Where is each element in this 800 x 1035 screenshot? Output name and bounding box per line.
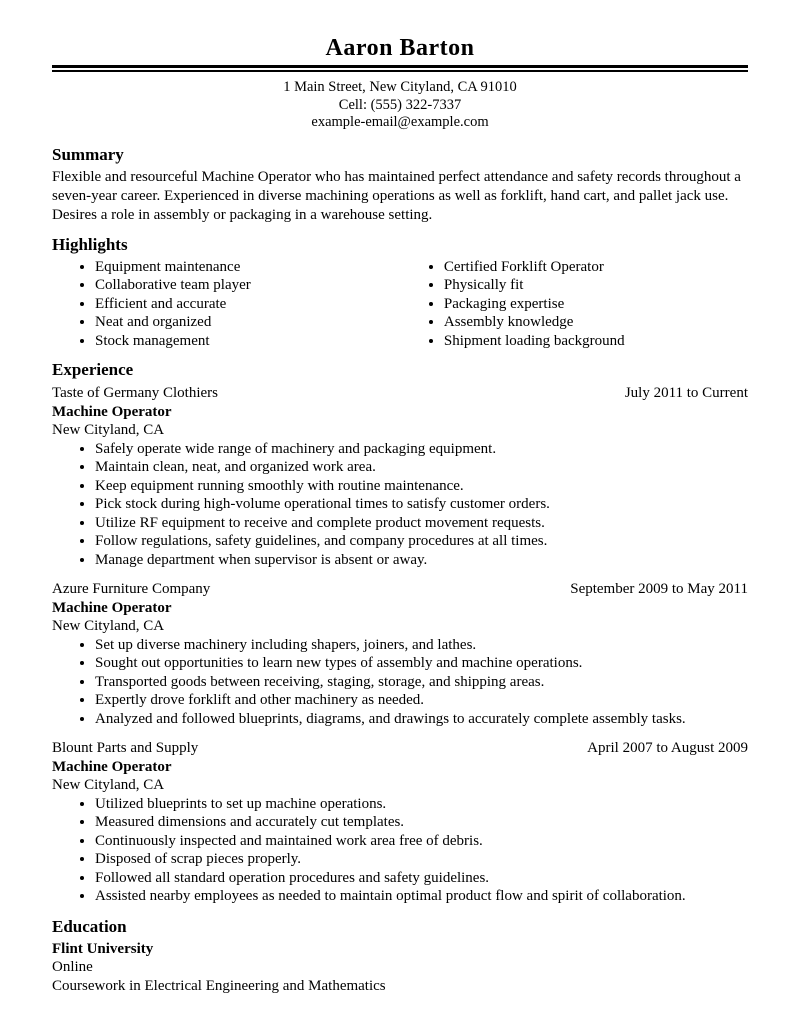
job-bullet-list <box>52 795 748 906</box>
highlights-columns <box>52 258 748 351</box>
job-title: Machine Operator <box>52 758 172 775</box>
job-bullet-list <box>52 636 748 729</box>
job-location: New Cityland, CA <box>52 422 165 438</box>
job-company: Azure Furniture Company <box>52 581 211 597</box>
job-bullet: • Set up diverse machinery including shapers, joiners, and lathes. <box>95 636 748 655</box>
education-coursework: Coursework in Electrical Engineering and Mathematics <box>52 977 386 994</box>
job-bullet: • Expertly drove forklift and other machinery as needed. <box>95 691 748 710</box>
contact-email: example-email@example.com <box>311 114 489 130</box>
experience-section <box>52 360 748 906</box>
job-bullet: • Measured dimensions and accurately cut templates. <box>95 813 748 832</box>
job-header-row <box>52 384 748 403</box>
highlight-item: • Efficient and accurate <box>95 295 421 314</box>
highlight-item: • Collaborative team player <box>95 276 421 295</box>
job-bullet: • Disposed of scrap pieces properly. <box>95 850 748 869</box>
highlight-item: • Certified Forklift Operator <box>444 258 748 277</box>
experience-heading: Experience <box>52 360 134 379</box>
job-entry <box>52 384 748 569</box>
job-bullet: • Analyzed and followed blueprints, diagrams, and drawings to accurately complete assembly tasks. <box>95 710 748 729</box>
job-bullet: • Continuously inspected and maintained work area free of debris. <box>95 832 748 851</box>
highlight-item: • Neat and organized <box>95 313 421 332</box>
highlights-heading: Highlights <box>52 234 128 254</box>
job-title: Machine Operator <box>52 599 172 616</box>
job-company: Taste of Germany Clothiers <box>52 385 218 401</box>
job-bullet: • Sought out opportunities to learn new types of assembly and machine operations. <box>95 654 748 673</box>
job-header-row <box>52 739 748 758</box>
highlights-right-column <box>421 258 748 351</box>
job-dates: April 2007 to August 2009 <box>587 740 748 756</box>
education-heading: Education <box>52 916 127 936</box>
job-bullet: • Pick stock during high-volume operational times to satisfy customer orders. <box>95 495 748 514</box>
highlight-item: • Equipment maintenance <box>95 258 421 277</box>
job-entry <box>52 739 748 906</box>
highlights-left-column <box>52 258 421 351</box>
education-school: Flint University <box>52 940 154 957</box>
header-divider <box>52 65 748 72</box>
job-bullet: • Safely operate wide range of machinery and packaging equipment. <box>95 440 748 459</box>
job-dates: July 2011 to Current <box>624 385 748 401</box>
job-location: New Cityland, CA <box>52 618 165 634</box>
job-bullet: • Transported goods between receiving, staging, storage, and shipping areas. <box>95 673 748 692</box>
education-section <box>52 917 748 996</box>
job-bullet: • Assisted nearby employees as needed to maintain optimal product flow and spirit of collaboration. <box>95 887 748 906</box>
summary-section <box>52 145 748 225</box>
job-bullet: • Maintain clean, neat, and organized work area. <box>95 458 748 477</box>
job-bullet-list <box>52 440 748 570</box>
summary-heading: Summary <box>52 144 124 164</box>
highlight-item: • Physically fit <box>444 276 748 295</box>
highlight-item: • Stock management <box>95 332 421 351</box>
education-mode: Online <box>52 959 93 975</box>
job-dates: September 2009 to May 2011 <box>570 581 748 597</box>
contact-phone: Cell: (555) 322-7337 <box>338 96 462 113</box>
highlight-item: • Packaging expertise <box>444 295 748 314</box>
contact-block <box>52 79 748 132</box>
job-entry <box>52 580 748 728</box>
job-bullet: • Keep equipment running smoothly with routine maintenance. <box>95 477 748 496</box>
resume-header <box>52 34 748 132</box>
job-bullet: • Utilized blueprints to set up machine operations. <box>95 795 748 814</box>
job-location: New Cityland, CA <box>52 777 165 793</box>
job-bullet: • Manage department when supervisor is absent or away. <box>95 551 748 570</box>
job-title: Machine Operator <box>52 403 172 420</box>
contact-address: 1 Main Street, New Cityland, CA 91010 <box>283 79 517 95</box>
highlight-item: • Assembly knowledge <box>444 313 748 332</box>
resume-name: Aaron Barton <box>325 35 475 61</box>
highlight-item: • Shipment loading background <box>444 332 748 351</box>
job-header-row <box>52 580 748 599</box>
job-company: Blount Parts and Supply <box>52 740 199 756</box>
divider-thin-line <box>52 70 748 72</box>
job-bullet: • Followed all standard operation procedures and safety guidelines. <box>95 869 748 888</box>
summary-text: Flexible and resourceful Machine Operator who has maintained perfect attendance and safety records throughout a seven-year career. Experienced in diverse machining operations as well as forklift, hand cart, and pallet jack use. Desires a role in assembly or packaging in a warehouse setting. <box>52 168 741 223</box>
highlights-section <box>52 235 748 351</box>
job-bullet: • Utilize RF equipment to receive and complete product movement requests. <box>95 514 748 533</box>
job-bullet: • Follow regulations, safety guidelines, and company procedures at all times. <box>95 532 748 551</box>
